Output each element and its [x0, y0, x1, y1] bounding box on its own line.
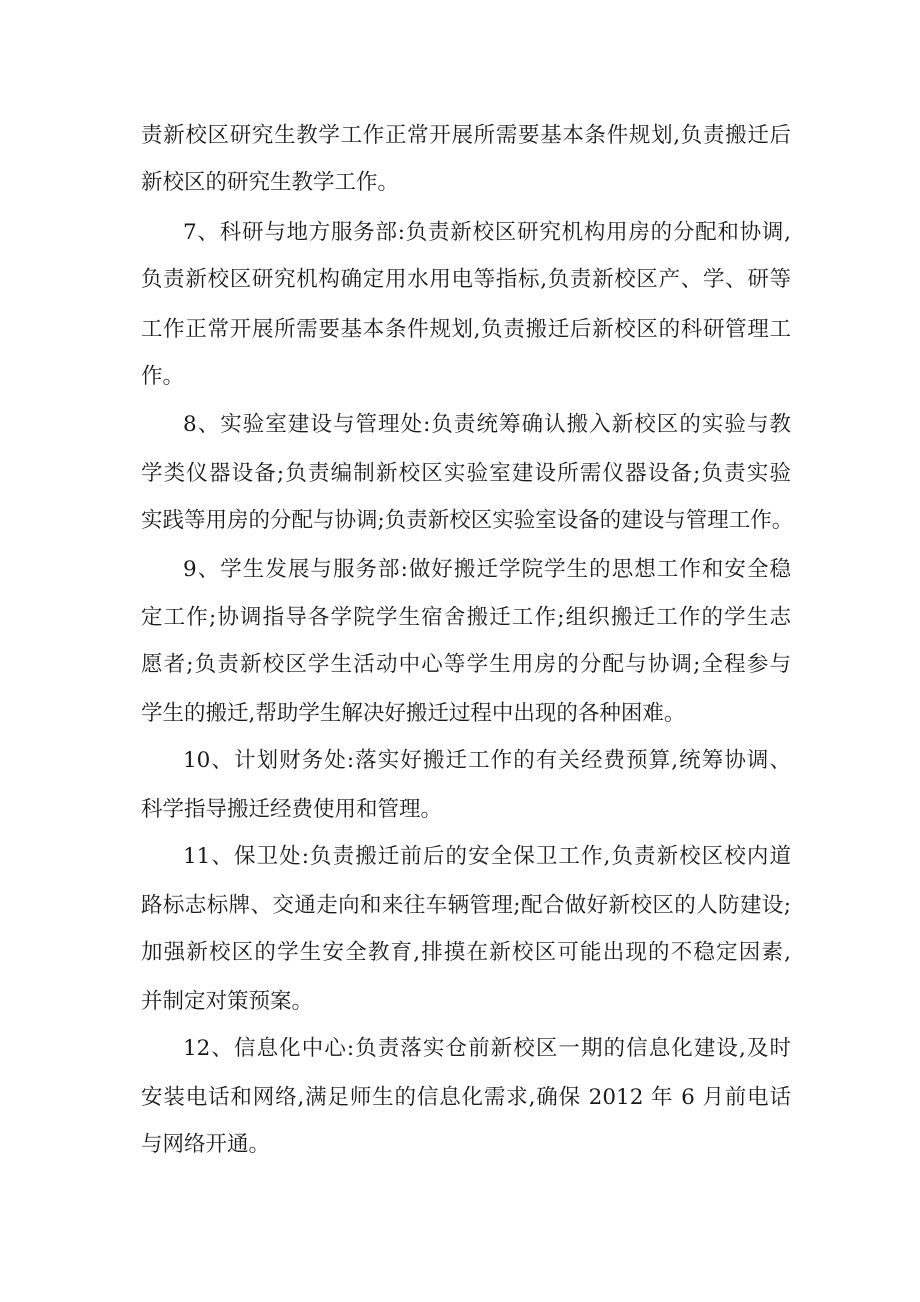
text-line: 学生的搬迁,帮助学生解决好搬迁过程中出现的各种困难。	[141, 701, 686, 726]
text-line: 12、信息化中心:负责落实仓前新校区一期的信息化建设,及时	[183, 1036, 791, 1061]
text-line: 新校区的研究生教学工作。	[141, 170, 400, 195]
text-line: 负责新校区研究机构确定用水用电等指标,负责新校区产、学、研等	[141, 267, 791, 292]
text-line: 安装电话和网络,满足师生的信息化需求,确保 2012 年 6 月前电话	[141, 1085, 791, 1110]
text-line: 学类仪器设备;负责编制新校区实验室建设所需仪器设备;负责实验	[141, 461, 791, 486]
text-line: 8、实验室建设与管理处:负责统筹确认搬入新校区的实验与教	[183, 412, 791, 437]
text-line: 11、保卫处:负责搬迁前后的安全保卫工作,负责新校区校内道	[183, 844, 791, 869]
text-line: 路标志标牌、交通走向和来往车辆管理;配合做好新校区的人防建设;	[141, 893, 791, 918]
text-line: 实践等用房的分配与协调;负责新校区实验室设备的建设与管理工作。	[141, 508, 794, 533]
text-line: 作。	[141, 364, 185, 389]
text-line: 科学指导搬迁经费使用和管理。	[141, 797, 443, 822]
text-line: 并制定对策预案。	[141, 989, 314, 1014]
text-line: 与网络开通。	[141, 1132, 271, 1157]
text-line: 愿者;负责新校区学生活动中心等学生用房的分配与协调;全程参与	[141, 652, 791, 677]
text-line: 7、科研与地方服务部:负责新校区研究机构用房的分配和协调,	[183, 220, 791, 245]
text-line: 加强新校区的学生安全教育,排摸在新校区可能出现的不稳定因素,	[141, 940, 791, 965]
text-line: 10、计划财务处:落实好搬迁工作的有关经费预算,统筹协调、	[183, 748, 791, 773]
text-line: 定工作;协调指导各学院学生宿舍搬迁工作;组织搬迁工作的学生志	[141, 605, 791, 630]
text-line: 责新校区研究生教学工作正常开展所需要基本条件规划,负责搬迁后	[141, 123, 791, 148]
text-line: 工作正常开展所需要基本条件规划,负责搬迁后新校区的科研管理工	[141, 317, 791, 342]
text-line: 9、学生发展与服务部:做好搬迁学院学生的思想工作和安全稳	[183, 557, 791, 582]
